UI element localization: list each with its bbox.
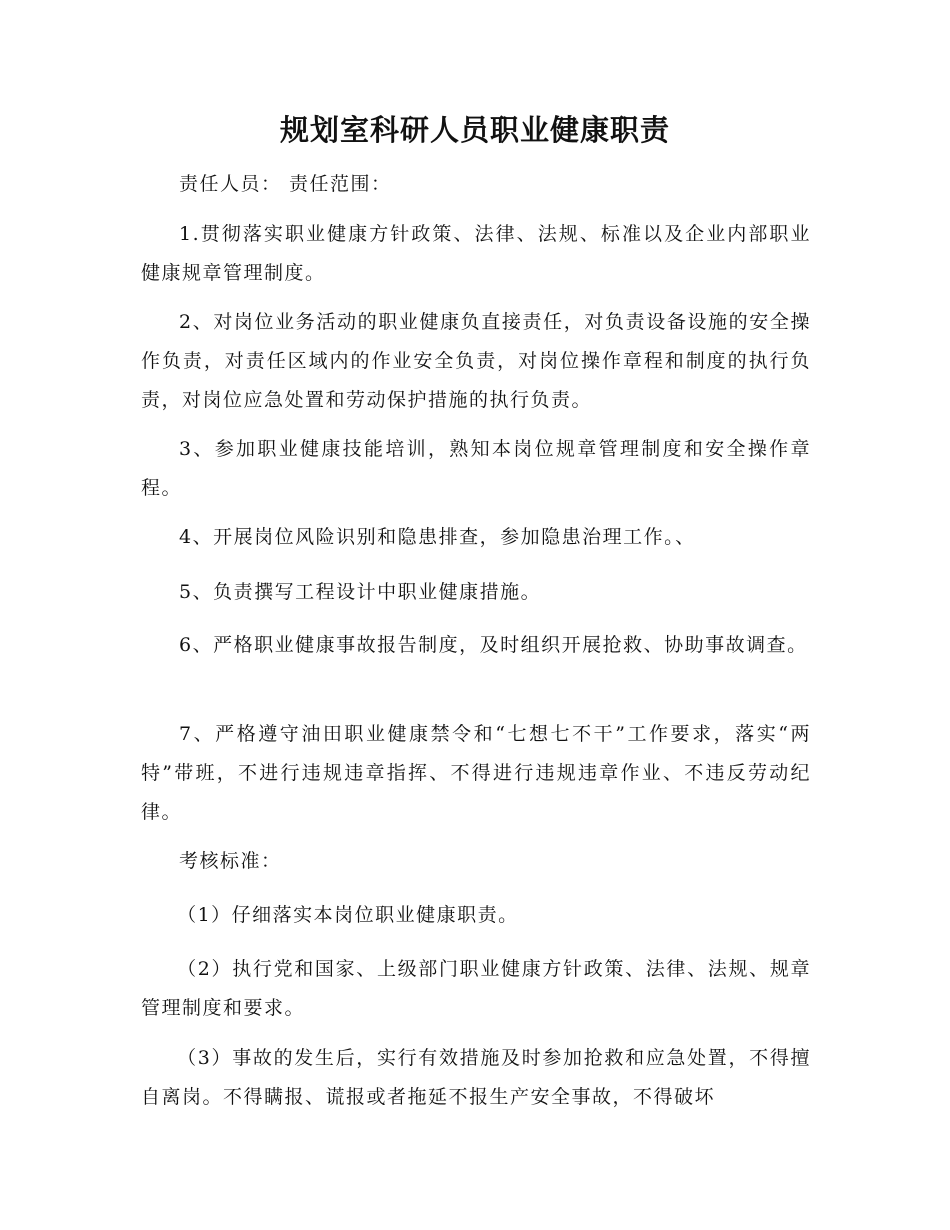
paragraph-responsible-person: 责任人员： 责任范围：: [179, 173, 392, 195]
paragraph-item-3: 3、参加职业健康技能培训，熟知本岗位规章管理制度和安全操作章程。: [141, 438, 811, 499]
paragraph-standard-1: （1）仔细落实本岗位职业健康职责。: [177, 904, 519, 926]
paragraph-standard-2: （2）执行党和国家、上级部门职业健康方针政策、法律、法规、规章管理制度和要求。: [141, 958, 811, 1019]
paragraph-item-6: 6、严格职业健康事故报告制度，及时组织开展抢救、协助事故调查。: [179, 634, 808, 656]
paragraph-item-1: 1.贯彻落实职业健康方针政策、法律、法规、标准以及企业内部职业健康规章管理制度。: [141, 223, 811, 284]
paragraph-item-7: 7、严格遵守油田职业健康禁令和“七想七不干”工作要求，落实“两特”带班，不进行违规违章指挥、不得进行违规违章作业、不违反劳动纪律。: [141, 723, 811, 823]
paragraph-assessment-heading: 考核标准：: [179, 850, 282, 872]
paragraph-item-5: 5、负责撰写工程设计中职业健康措施。: [179, 581, 542, 603]
paragraph-item-2: 2、对岗位业务活动的职业健康负直接责任，对负责设备设施的安全操作负责，对责任区域内的作业安全负责，对岗位操作章程和制度的执行负责，对岗位应急处置和劳动保护措施的执行负责。: [141, 311, 811, 411]
paragraph-item-4: 4、开展岗位风险识别和隐患排查，参加隐患治理工作。、: [179, 526, 696, 548]
paragraph-standard-3: （3）事故的发生后，实行有效措施及时参加抢救和应急处置，不得擅自离岗。不得瞒报、谎报或者拖延不报生产安全事故，不得破坏: [141, 1047, 811, 1108]
document-title: 规划室科研人员职业健康职责: [279, 113, 670, 147]
